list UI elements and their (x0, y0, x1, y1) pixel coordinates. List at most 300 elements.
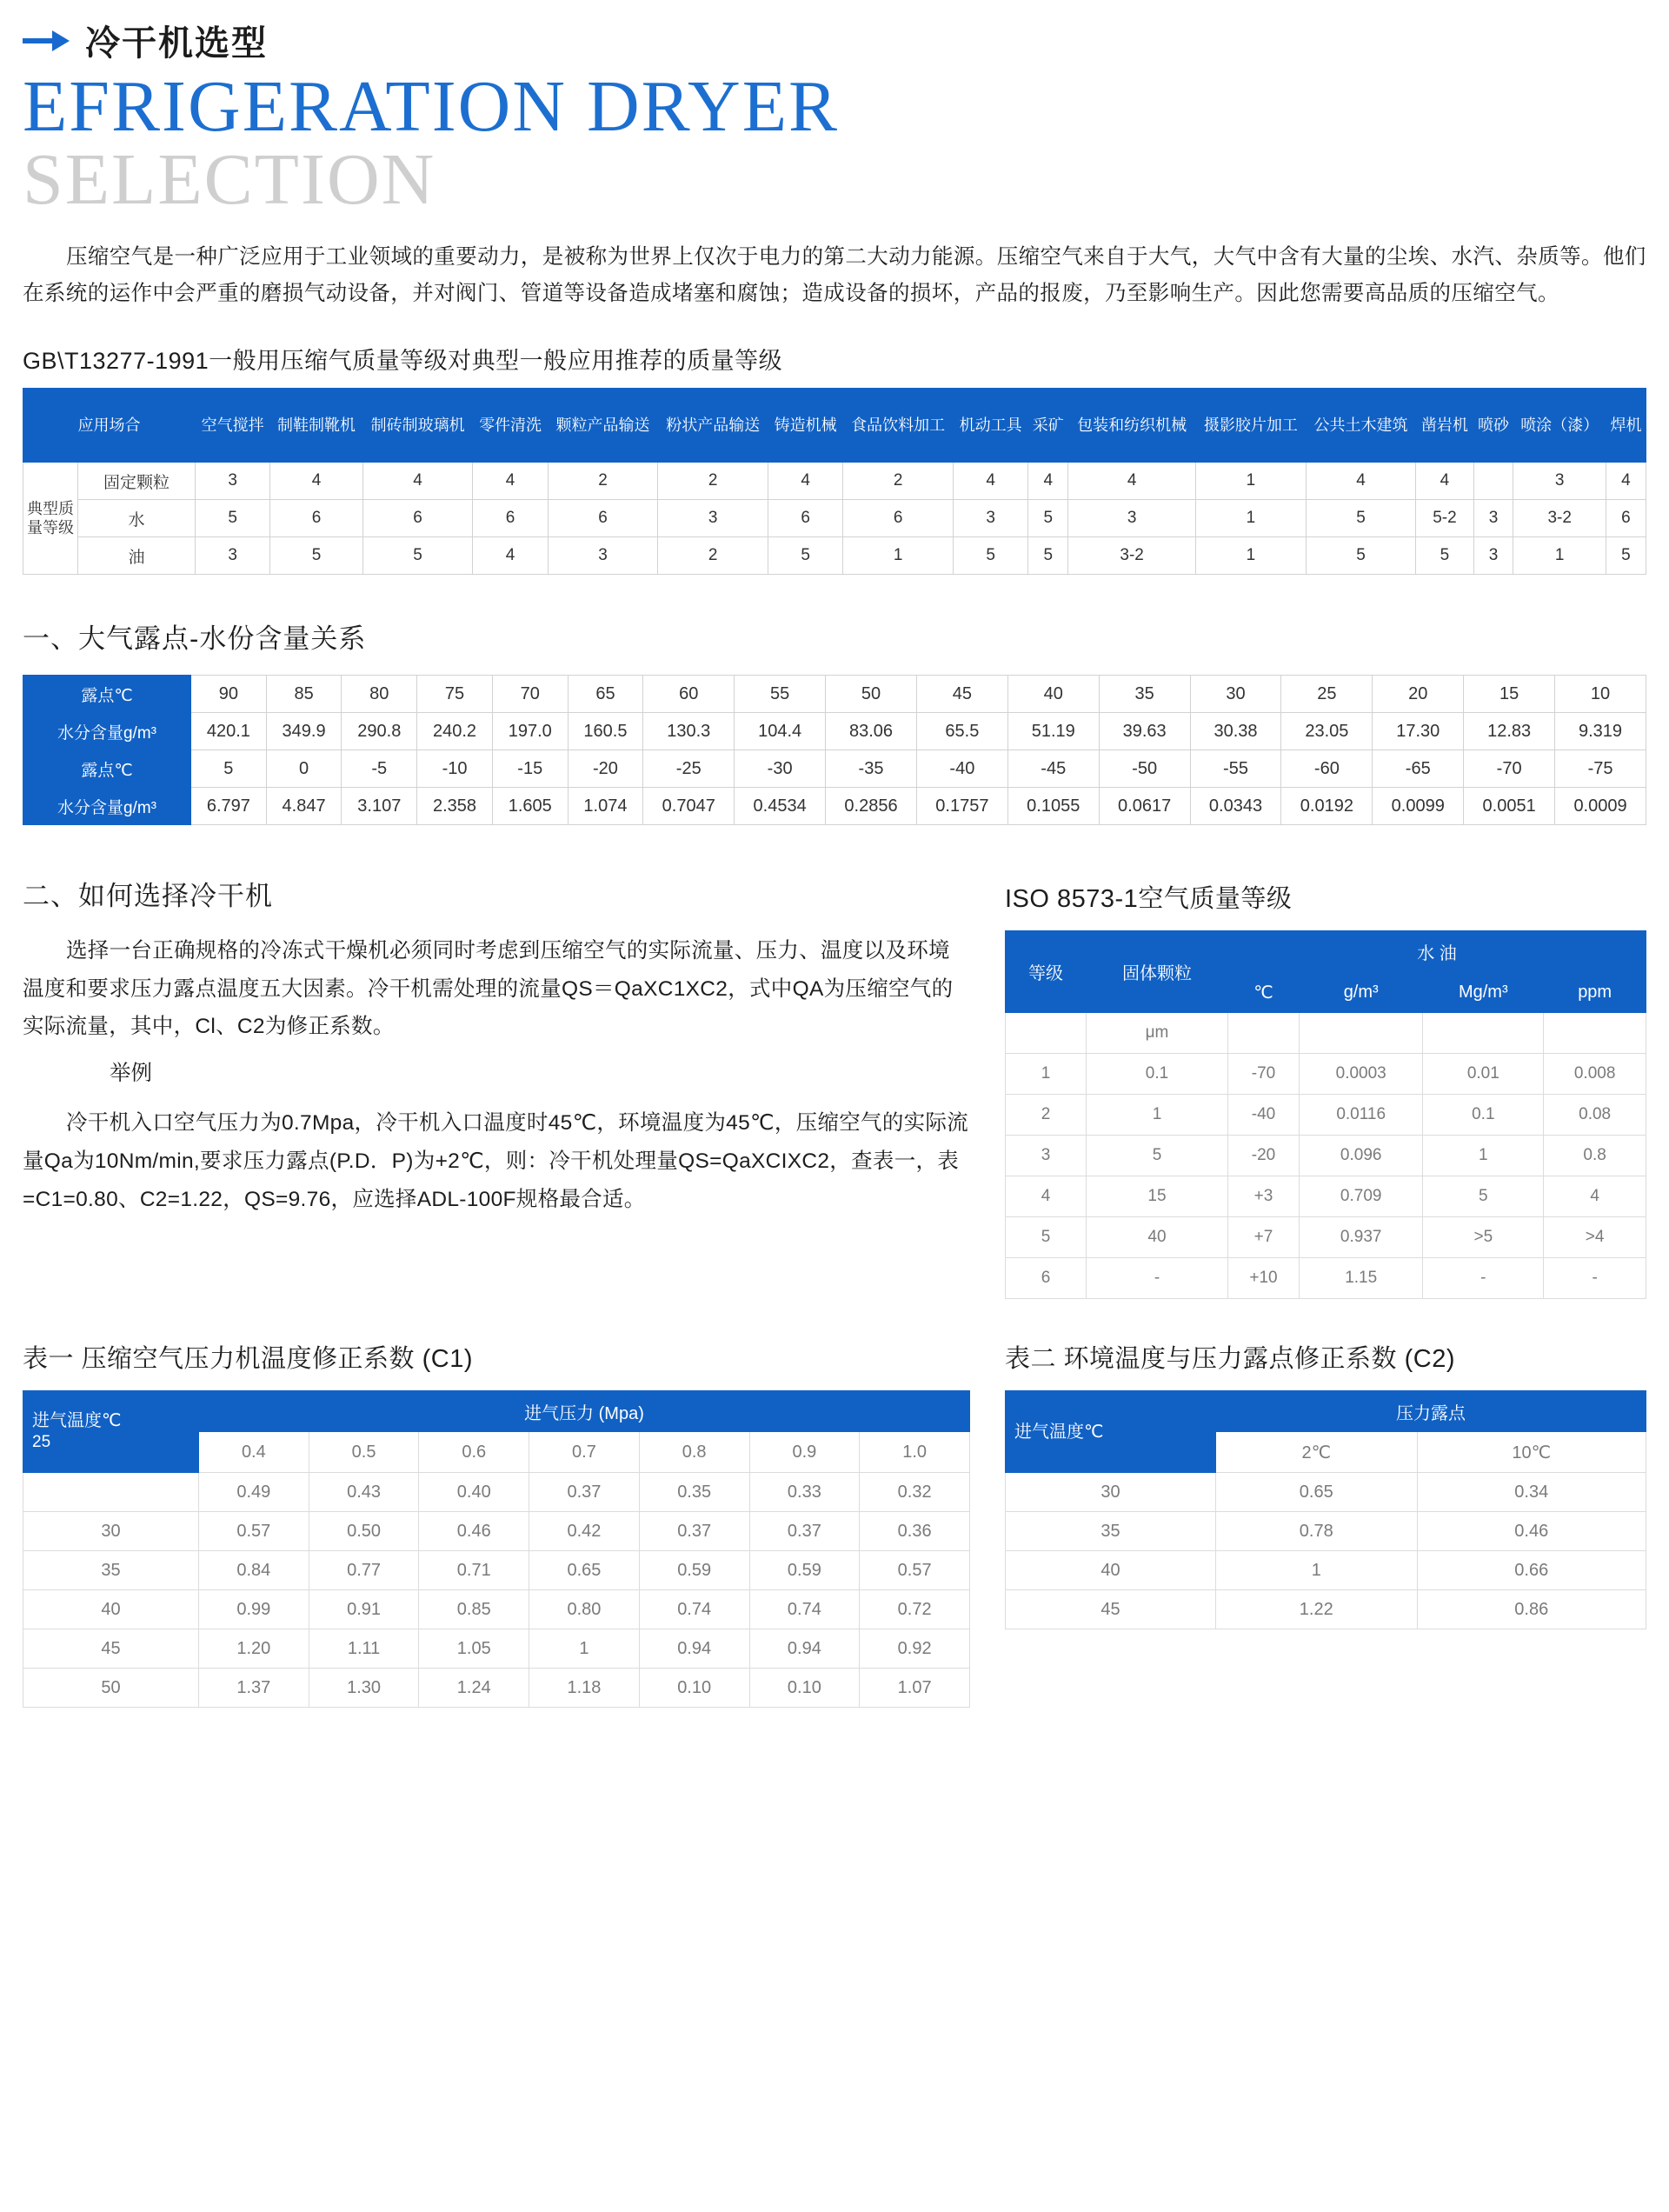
iso-cell: - (1087, 1258, 1228, 1299)
dew-cell: 0.1055 (1007, 788, 1099, 825)
table1-cell: 0.59 (749, 1551, 860, 1590)
c2-correction-table (1005, 1390, 1646, 1629)
table1-cell: 0.99 (199, 1590, 309, 1629)
gb-cell: 3 (953, 500, 1027, 537)
table1-cell: 0.84 (199, 1551, 309, 1590)
gb-cell: 3-2 (1513, 500, 1606, 537)
gb-col-6: 铸造机械 (768, 389, 843, 463)
table1-block (23, 1299, 970, 1708)
gb-cell: 6 (270, 500, 362, 537)
gb-quality-table (23, 388, 1646, 575)
gb-cell: 2 (843, 463, 954, 500)
iso-cell: 0.1 (1423, 1095, 1544, 1136)
gb-cell: 3 (1473, 500, 1513, 537)
dew-cell: 17.30 (1373, 713, 1464, 750)
dew-cell: -60 (1281, 750, 1373, 788)
table1-group-header: 进气压力 (Mpa) (199, 1391, 970, 1432)
iso-cell: - (1544, 1258, 1646, 1299)
iso-cell: 0.096 (1300, 1136, 1423, 1176)
table1-corner-value: 25 (32, 1433, 51, 1452)
gb-cell: 2 (548, 463, 658, 500)
iso-quality-table (1005, 930, 1646, 1299)
section2-title: 二、如何选择冷干机 (23, 881, 273, 912)
table1-cell: 0.40 (419, 1473, 529, 1512)
dew-cell: 1.074 (568, 788, 643, 825)
gb-cell: 4 (953, 463, 1027, 500)
iso-cell: 0.0116 (1300, 1095, 1423, 1136)
dew-cell: 104.4 (735, 713, 826, 750)
dew-cell: 23.05 (1281, 713, 1373, 750)
gb-cell: 6 (1606, 500, 1646, 537)
iso-cell (1006, 1013, 1087, 1054)
dew-cell: 65.5 (916, 713, 1007, 750)
gb-col-14: 喷砂 (1473, 389, 1513, 463)
gb-cell: 5 (270, 537, 362, 575)
table2-cell: 0.65 (1216, 1473, 1418, 1512)
table-row (23, 1473, 970, 1512)
gb-cell: 5 (1416, 537, 1473, 575)
gb-col-9: 采矿 (1028, 389, 1068, 463)
gb-cell: 4 (1068, 463, 1196, 500)
table1-corner-header (23, 1391, 199, 1473)
iso-cell: -40 (1228, 1095, 1300, 1136)
table1-cell: 0.42 (529, 1512, 640, 1551)
table1-row-label: 40 (23, 1590, 199, 1629)
iso-cell (1544, 1013, 1646, 1054)
table1-cell: 0.94 (639, 1629, 749, 1669)
iso-cell: 0.08 (1544, 1095, 1646, 1136)
gb-cell: 4 (1416, 463, 1473, 500)
iso-unit-ppm: ppm (1544, 972, 1646, 1013)
table2-row-label: 35 (1006, 1512, 1216, 1551)
gb-cell: 5 (953, 537, 1027, 575)
table-header-row (1006, 931, 1646, 972)
table1-cell: 1.07 (860, 1669, 970, 1708)
table1-cell: 0.57 (199, 1512, 309, 1551)
gb-cell: 5 (1028, 500, 1068, 537)
iso-unit-temp: ℃ (1228, 972, 1300, 1013)
iso-cell: μm (1087, 1013, 1228, 1054)
gb-cell: 3 (1473, 537, 1513, 575)
dew-cell: 160.5 (568, 713, 643, 750)
dew-cell: -35 (826, 750, 917, 788)
table1-cell: 0.33 (749, 1473, 860, 1512)
gb-cell: 1 (1196, 463, 1307, 500)
table1-col-5: 0.9 (749, 1432, 860, 1473)
gb-cell: 3 (1068, 500, 1196, 537)
iso-cell: 0.008 (1544, 1054, 1646, 1095)
table-row (1006, 1258, 1646, 1299)
gb-col-5: 粉状产品输送 (658, 389, 768, 463)
gb-cell: 5 (1606, 537, 1646, 575)
section1-title: 一、大气露点-水份含量关系 (23, 623, 367, 655)
table1-row-label: 45 (23, 1629, 199, 1669)
table2-row-label: 40 (1006, 1551, 1216, 1590)
dew-row-label-0: 露点℃ (23, 676, 191, 713)
gb-cell: 4 (270, 463, 362, 500)
table1-cell: 0.74 (749, 1590, 860, 1629)
table1-row-label: 30 (23, 1512, 199, 1551)
table1-col-4: 0.8 (639, 1432, 749, 1473)
gb-cell: 6 (473, 500, 548, 537)
dew-cell: -70 (1464, 750, 1555, 788)
iso-cell: 1 (1423, 1136, 1544, 1176)
gb-row-label-0: 固定颗粒 (78, 463, 196, 500)
dew-cell: -40 (916, 750, 1007, 788)
table-header-row (23, 1391, 970, 1432)
dew-cell: 130.3 (643, 713, 735, 750)
table2-cell: 0.78 (1216, 1512, 1418, 1551)
table2-cell: 0.86 (1417, 1590, 1646, 1629)
dew-cell: 0.0617 (1099, 788, 1190, 825)
coefficient-tables-area (23, 1299, 1646, 1708)
table2-row-label: 30 (1006, 1473, 1216, 1512)
table1-cell: 1 (529, 1629, 640, 1669)
table1-cell: 0.37 (529, 1473, 640, 1512)
gb-cell: 1 (1513, 537, 1606, 575)
gb-header-application: 应用场合 (23, 389, 196, 463)
gb-cell: 6 (362, 500, 473, 537)
table1-cell: 0.32 (860, 1473, 970, 1512)
iso-cell: 4 (1544, 1176, 1646, 1217)
table1-cell: 1.37 (199, 1669, 309, 1708)
gb-cell: 5 (362, 537, 473, 575)
iso-cell: - (1423, 1258, 1544, 1299)
iso-cell: 3 (1006, 1136, 1087, 1176)
table2-col-1: 10℃ (1417, 1432, 1646, 1473)
iso-cell: 0.8 (1544, 1136, 1646, 1176)
table1-cell: 0.36 (860, 1512, 970, 1551)
iso-cell: 1.15 (1300, 1258, 1423, 1299)
table1-row-label: 35 (23, 1551, 199, 1590)
table1-cell: 0.77 (309, 1551, 419, 1590)
dew-cell: 1.605 (492, 788, 568, 825)
iso-cell: 15 (1087, 1176, 1228, 1217)
iso-cell: +7 (1228, 1217, 1300, 1258)
table-row (23, 1551, 970, 1590)
iso-unit-gm3: g/m³ (1300, 972, 1423, 1013)
iso-cell (1228, 1013, 1300, 1054)
arrow-right-icon (23, 23, 70, 58)
gb-cell: 4 (1606, 463, 1646, 500)
dew-cell: 60 (643, 676, 735, 713)
table2-group-header: 压力露点 (1216, 1391, 1646, 1432)
dew-cell: 3.107 (342, 788, 417, 825)
table1-cell: 0.59 (639, 1551, 749, 1590)
gb-side-label: 典型质量等级 (23, 463, 78, 575)
dew-cell: 30 (1190, 676, 1281, 713)
table1-cell: 0.94 (749, 1629, 860, 1669)
gb-cell: 4 (768, 463, 843, 500)
table1-col-6: 1.0 (860, 1432, 970, 1473)
iso-cell: 5 (1423, 1176, 1544, 1217)
gb-row-label-2: 油 (78, 537, 196, 575)
table-header-row (1006, 1391, 1646, 1432)
iso-cell: 6 (1006, 1258, 1087, 1299)
iso-cell: 0.01 (1423, 1054, 1544, 1095)
dew-cell: 70 (492, 676, 568, 713)
table2-cell: 0.46 (1417, 1512, 1646, 1551)
table2-block (1005, 1299, 1646, 1629)
section2-paragraph1: 选择一台正确规格的冷冻式干燥机必须同时考虑到压缩空气的实际流量、压力、温度以及环境温度和要求压力露点温度五大因素。冷干机需处理的流量QS＝QaXC1XC2，式中QA为压缩空气的实际流量，其中，Cl、C2为修正系数。 (23, 939, 954, 1039)
table-row (1006, 1095, 1646, 1136)
table2-col-0: 2℃ (1216, 1432, 1418, 1473)
table1-col-2: 0.6 (419, 1432, 529, 1473)
dew-cell: 240.2 (417, 713, 493, 750)
table-row (23, 1629, 970, 1669)
table1-cell: 0.10 (639, 1669, 749, 1708)
table2-cell: 0.34 (1417, 1473, 1646, 1512)
dew-cell: -20 (568, 750, 643, 788)
iso-cell (1300, 1013, 1423, 1054)
dew-cell: 40 (1007, 676, 1099, 713)
dew-cell: -50 (1099, 750, 1190, 788)
dew-cell: 0.0051 (1464, 788, 1555, 825)
iso-cell: >5 (1423, 1217, 1544, 1258)
table1-cell: 0.37 (639, 1512, 749, 1551)
dew-cell: 0 (266, 750, 342, 788)
table-row (1006, 1176, 1646, 1217)
dew-cell: 50 (826, 676, 917, 713)
column-right (1005, 874, 1646, 1299)
table-row (1006, 1590, 1646, 1629)
dew-row-label-1: 水分含量g/m³ (23, 713, 191, 750)
dew-cell: 75 (417, 676, 493, 713)
table-row (23, 788, 1646, 825)
table-row (23, 500, 1646, 537)
table-row (1006, 1512, 1646, 1551)
gb-cell: 5 (1306, 500, 1416, 537)
gb-col-4: 颗粒产品输送 (548, 389, 658, 463)
dew-cell: 5 (191, 750, 267, 788)
gb-cell: 5-2 (1416, 500, 1473, 537)
page-header (23, 16, 1646, 65)
gb-cell: 4 (473, 463, 548, 500)
table1-cell: 0.80 (529, 1590, 640, 1629)
dew-cell: 0.0192 (1281, 788, 1373, 825)
gb-col-8: 机动工具 (953, 389, 1027, 463)
dew-cell: 9.319 (1555, 713, 1646, 750)
gb-cell: 5 (1306, 537, 1416, 575)
gb-row-label-1: 水 (78, 500, 196, 537)
table1-corner-label: 进气温度℃ (32, 1411, 122, 1431)
gb-col-11: 摄影胶片加工 (1196, 389, 1307, 463)
dew-cell: 0.7047 (643, 788, 735, 825)
table1-cell: 0.57 (860, 1551, 970, 1590)
table1-cell: 0.71 (419, 1551, 529, 1590)
gb-col-0: 空气搅拌 (196, 389, 270, 463)
gb-col-13: 凿岩机 (1416, 389, 1473, 463)
intro-paragraph: 压缩空气是一种广泛应用于工业领域的重要动力，是被称为世界上仅次于电力的第二大动力能源。压缩空气来自于大气，大气中含有大量的尘埃、水汽、杂质等。他们在系统的运作中会严重的磨损气动设备，并对阀门、管道等设备造成堵塞和腐蚀；造成设备的损坏，产品的报废，乃至影响生产。因此您需要高品质的压缩空气。 (23, 244, 1646, 305)
table1-cell: 0.85 (419, 1590, 529, 1629)
table1-cell: 1.20 (199, 1629, 309, 1669)
table1-cell: 0.92 (860, 1629, 970, 1669)
dew-cell: 12.83 (1464, 713, 1555, 750)
table1-title: 表一 压缩空气压力机温度修正系数 (C1) (23, 1345, 474, 1374)
dew-cell: 85 (266, 676, 342, 713)
dew-cell: -30 (735, 750, 826, 788)
dew-cell: -65 (1373, 750, 1464, 788)
iso-cell: >4 (1544, 1217, 1646, 1258)
iso-cell: 0.709 (1300, 1176, 1423, 1217)
table1-cell: 1.11 (309, 1629, 419, 1669)
iso-cell: +10 (1228, 1258, 1300, 1299)
gb-col-10: 包装和纺织机械 (1068, 389, 1196, 463)
table1-cell: 0.46 (419, 1512, 529, 1551)
gb-cell: 3 (196, 463, 270, 500)
gb-cell: 4 (362, 463, 473, 500)
iso-cell: 1 (1087, 1095, 1228, 1136)
section2-example-label: 举例 (110, 1061, 152, 1085)
table1-cell: 1.30 (309, 1669, 419, 1708)
dew-cell: 80 (342, 676, 417, 713)
table2-cell: 1 (1216, 1551, 1418, 1590)
gb-cell: 1 (1196, 500, 1307, 537)
table1-col-3: 0.7 (529, 1432, 640, 1473)
dew-cell: 197.0 (492, 713, 568, 750)
dew-cell: 51.19 (1007, 713, 1099, 750)
dew-cell: 25 (1281, 676, 1373, 713)
gb-col-15: 喷涂（漆） (1513, 389, 1606, 463)
gb-cell: 6 (768, 500, 843, 537)
table1-row-label (23, 1473, 199, 1512)
dew-cell: 10 (1555, 676, 1646, 713)
dew-cell: 290.8 (342, 713, 417, 750)
page-title: 冷干机选型 (85, 24, 268, 63)
gb-cell (1473, 463, 1513, 500)
table2-cell: 1.22 (1216, 1590, 1418, 1629)
gb-cell: 5 (1028, 537, 1068, 575)
iso-title: ISO 8573-1空气质量等级 (1005, 885, 1293, 914)
gb-cell: 1 (843, 537, 954, 575)
gb-section-title: GB\T13277-1991一般用压缩气质量等级对典型一般应用推荐的质量等级 (23, 348, 783, 375)
table-row (23, 1669, 970, 1708)
iso-cell: 4 (1006, 1176, 1087, 1217)
iso-cell: +3 (1228, 1176, 1300, 1217)
table-row (1006, 1551, 1646, 1590)
table-row (1006, 1473, 1646, 1512)
dew-cell: 45 (916, 676, 1007, 713)
table-row (1006, 1136, 1646, 1176)
english-title: EFRIGERATION DRYER (23, 66, 840, 147)
iso-unit-mgm3: Mg/m³ (1423, 972, 1544, 1013)
gb-cell: 1 (1196, 537, 1307, 575)
dew-cell: -5 (342, 750, 417, 788)
gb-cell: 5 (768, 537, 843, 575)
iso-header-water-oil: 水 油 (1228, 931, 1646, 972)
dew-cell: 0.2856 (826, 788, 917, 825)
gb-col-3: 零件清洗 (473, 389, 548, 463)
iso-cell: 1 (1006, 1054, 1087, 1095)
gb-cell: 2 (658, 463, 768, 500)
dew-cell: 0.1757 (916, 788, 1007, 825)
dew-cell: -25 (643, 750, 735, 788)
iso-cell: 40 (1087, 1217, 1228, 1258)
iso-cell: 5 (1087, 1136, 1228, 1176)
table1-cell: 0.49 (199, 1473, 309, 1512)
table-row (23, 713, 1646, 750)
gb-cell: 6 (548, 500, 658, 537)
iso-cell: -20 (1228, 1136, 1300, 1176)
table1-cell: 0.10 (749, 1669, 860, 1708)
dew-cell: 30.38 (1190, 713, 1281, 750)
dew-cell: 90 (191, 676, 267, 713)
dew-cell: 6.797 (191, 788, 267, 825)
dew-cell: 0.4534 (735, 788, 826, 825)
table-row (1006, 1054, 1646, 1095)
gb-col-16: 焊机 (1606, 389, 1646, 463)
dew-cell: 65 (568, 676, 643, 713)
dew-cell: 0.0099 (1373, 788, 1464, 825)
gb-col-7: 食品饮料加工 (843, 389, 954, 463)
dew-cell: -55 (1190, 750, 1281, 788)
dew-row-label-3: 水分含量g/m³ (23, 788, 191, 825)
iso-cell: -70 (1228, 1054, 1300, 1095)
two-column-area (23, 874, 1646, 1299)
dew-cell: 39.63 (1099, 713, 1190, 750)
table1-cell: 0.37 (749, 1512, 860, 1551)
table2-row-label: 45 (1006, 1590, 1216, 1629)
gb-cell: 3 (548, 537, 658, 575)
dew-cell: -15 (492, 750, 568, 788)
gb-cell: 4 (1306, 463, 1416, 500)
gb-cell: 3 (1513, 463, 1606, 500)
dew-cell: 0.0343 (1190, 788, 1281, 825)
table-row (23, 537, 1646, 575)
gb-cell: 3-2 (1068, 537, 1196, 575)
dew-cell: -45 (1007, 750, 1099, 788)
table1-row-label: 50 (23, 1669, 199, 1708)
table1-cell: 0.35 (639, 1473, 749, 1512)
gb-col-2: 制砖制玻璃机 (362, 389, 473, 463)
iso-cell: 0.937 (1300, 1217, 1423, 1258)
iso-cell (1423, 1013, 1544, 1054)
table-row (23, 1512, 970, 1551)
table-row (23, 676, 1646, 713)
gb-cell: 3 (658, 500, 768, 537)
gb-cell: 4 (1028, 463, 1068, 500)
iso-cell: 0.1 (1087, 1054, 1228, 1095)
table1-cell: 0.50 (309, 1512, 419, 1551)
dew-cell: 349.9 (266, 713, 342, 750)
table2-title: 表二 环境温度与压力露点修正系数 (C2) (1005, 1345, 1456, 1374)
table-row (23, 1590, 970, 1629)
iso-header-solid: 固体颗粒 (1087, 931, 1228, 1013)
table1-col-0: 0.4 (199, 1432, 309, 1473)
english-subtitle: SELECTION (23, 138, 436, 220)
dew-cell: 35 (1099, 676, 1190, 713)
c1-correction-table (23, 1390, 970, 1708)
dew-cell: -10 (417, 750, 493, 788)
iso-cell: 5 (1006, 1217, 1087, 1258)
dew-cell: 55 (735, 676, 826, 713)
gb-col-1: 制鞋制靴机 (270, 389, 362, 463)
iso-cell: 0.0003 (1300, 1054, 1423, 1095)
table2-corner-header: 进气温度℃ (1006, 1391, 1216, 1473)
table1-cell: 1.24 (419, 1669, 529, 1708)
dew-cell: 20 (1373, 676, 1464, 713)
dew-row-label-2: 露点℃ (23, 750, 191, 788)
table1-cell: 0.74 (639, 1590, 749, 1629)
table1-cell: 1.18 (529, 1669, 640, 1708)
section2-paragraph2: 冷干机入口空气压力为0.7Mpa，冷干机入口温度时45℃，环境温度为45℃，压缩空气的实际流量Qa为10Nm/min,要求压力露点(P.D．P)为+2℃，则：冷干机处理量QS=QaXCIXC2，查表一，表=C1=0.80、C2=1.22，QS=9.76，应选择ADL-100F规格最合适。 (23, 1111, 969, 1211)
table-row (23, 463, 1646, 500)
dewpoint-table (23, 675, 1646, 825)
table1-cell: 0.65 (529, 1551, 640, 1590)
gb-cell: 6 (843, 500, 954, 537)
iso-header-grade: 等级 (1006, 931, 1087, 1013)
dew-cell: 15 (1464, 676, 1555, 713)
